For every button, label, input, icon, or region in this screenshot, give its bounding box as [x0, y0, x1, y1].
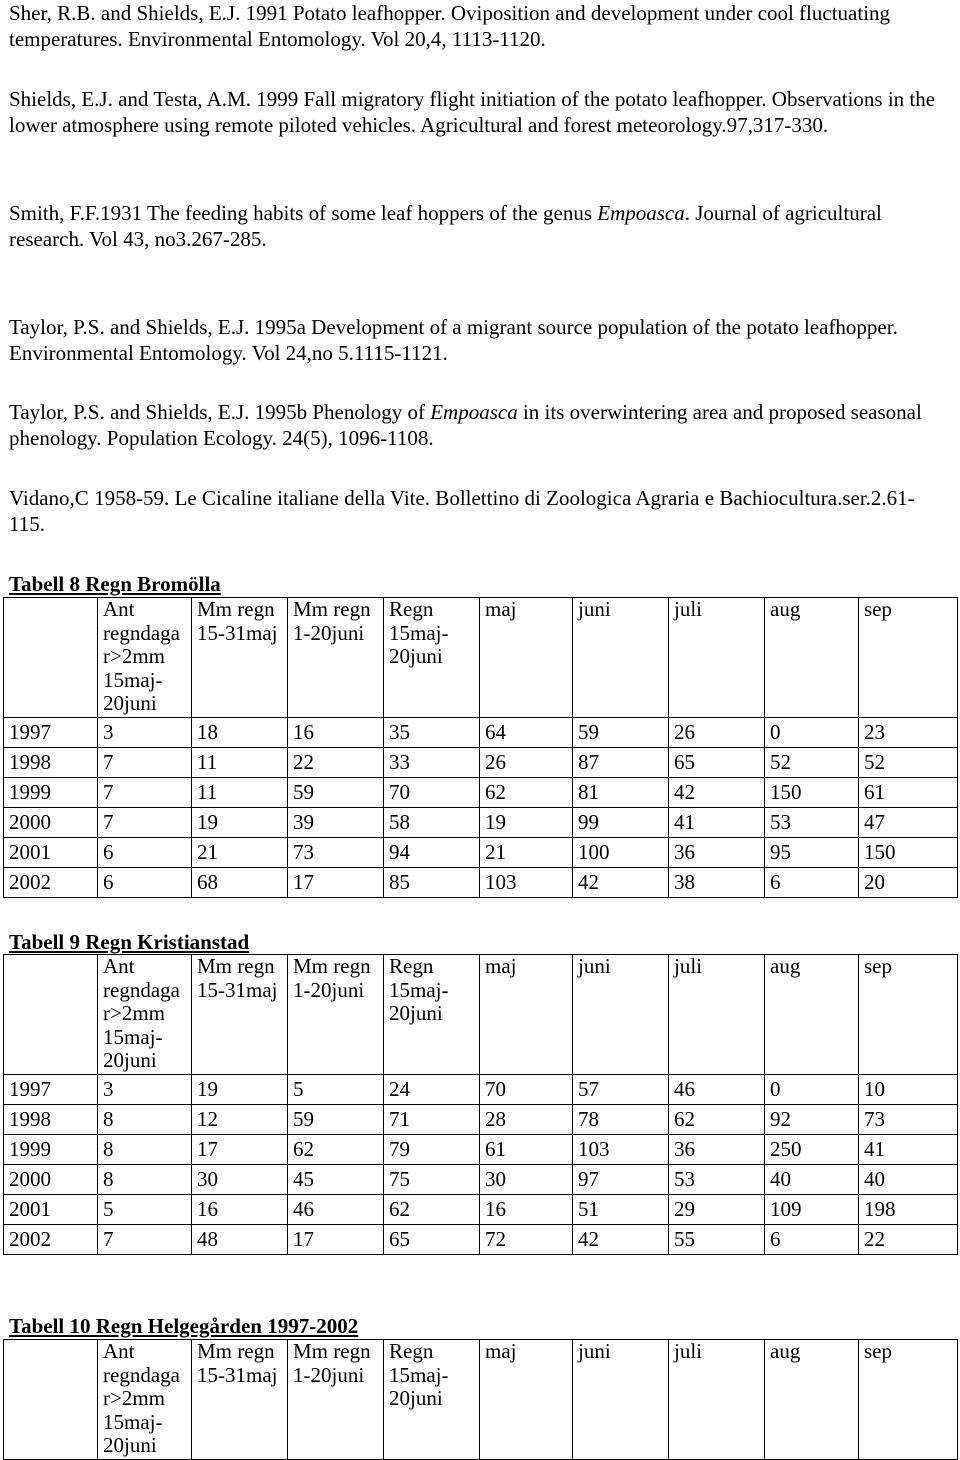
table-row [4, 1225, 958, 1255]
value-cell: 47 [859, 808, 958, 838]
year-cell: 1997 [4, 1075, 98, 1105]
table-row [4, 838, 958, 868]
value-cell: 28 [480, 1105, 573, 1135]
value-cell: 17 [192, 1135, 288, 1165]
reference-taylor-1995b: Taylor, P.S. and Shields, E.J. 1995b Phenology of Empoasca in its overwintering area and proposed seasonal phenology. Population Ecology. 24(5), 1096-1108. [9, 400, 922, 450]
value-cell: 61 [859, 778, 958, 808]
header-cell: Mm regn 1-20juni [288, 1340, 384, 1460]
value-cell: 24 [384, 1075, 480, 1105]
value-cell: 53 [765, 808, 859, 838]
value-cell: 17 [288, 1225, 384, 1255]
value-cell: 3 [98, 718, 192, 748]
value-cell: 57 [573, 1075, 669, 1105]
value-cell: 7 [98, 808, 192, 838]
value-cell: 6 [98, 868, 192, 898]
value-cell: 36 [669, 1135, 765, 1165]
value-cell: 45 [288, 1165, 384, 1195]
header-cell: Ant regndaga r>2mm 15maj-20juni [98, 955, 192, 1075]
value-cell: 30 [192, 1165, 288, 1195]
value-cell: 250 [765, 1135, 859, 1165]
value-cell: 19 [192, 1075, 288, 1105]
value-cell: 0 [765, 1075, 859, 1105]
value-cell: 22 [859, 1225, 958, 1255]
value-cell: 100 [573, 838, 669, 868]
table-9-header-row [4, 955, 958, 1075]
header-cell: Ant regndaga r>2mm 15maj-20juni [98, 1340, 192, 1460]
header-cell: Regn 15maj-20juni [384, 955, 480, 1075]
table-10-title: Tabell 10 Regn Helgegården 1997-2002 [9, 1314, 359, 1338]
value-cell: 40 [765, 1165, 859, 1195]
value-cell: 35 [384, 718, 480, 748]
value-cell: 53 [669, 1165, 765, 1195]
table-row [4, 808, 958, 838]
value-cell: 16 [480, 1195, 573, 1225]
value-cell: 73 [288, 838, 384, 868]
year-cell: 1997 [4, 718, 98, 748]
year-cell: 2002 [4, 1225, 98, 1255]
year-cell: 2000 [4, 808, 98, 838]
header-cell: juli [669, 1340, 765, 1460]
table-9-title: Tabell 9 Regn Kristianstad [9, 930, 250, 954]
table-8-header-row [4, 598, 958, 718]
value-cell: 41 [859, 1135, 958, 1165]
value-cell: 40 [859, 1165, 958, 1195]
value-cell: 61 [480, 1135, 573, 1165]
value-cell: 8 [98, 1165, 192, 1195]
value-cell: 39 [288, 808, 384, 838]
value-cell: 92 [765, 1105, 859, 1135]
table-row [4, 748, 958, 778]
value-cell: 62 [384, 1195, 480, 1225]
value-cell: 18 [192, 718, 288, 748]
header-cell [4, 1340, 98, 1460]
value-cell: 38 [669, 868, 765, 898]
value-cell: 16 [192, 1195, 288, 1225]
header-cell: Mm regn 1-20juni [288, 955, 384, 1075]
value-cell: 46 [669, 1075, 765, 1105]
value-cell: 81 [573, 778, 669, 808]
value-cell: 6 [98, 838, 192, 868]
value-cell: 75 [384, 1165, 480, 1195]
value-cell: 59 [573, 718, 669, 748]
table-row [4, 868, 958, 898]
value-cell: 42 [573, 868, 669, 898]
table-row [4, 1075, 958, 1105]
header-cell: Mm regn 15-31maj [192, 598, 288, 718]
table-8-title: Tabell 8 Regn Bromölla [9, 572, 221, 596]
table-9 [3, 954, 958, 1255]
header-cell: maj [480, 955, 573, 1075]
value-cell: 20 [859, 868, 958, 898]
table-10-header-row [4, 1340, 958, 1460]
header-cell: aug [765, 598, 859, 718]
value-cell: 62 [480, 778, 573, 808]
value-cell: 52 [859, 748, 958, 778]
value-cell: 42 [669, 778, 765, 808]
value-cell: 7 [98, 1225, 192, 1255]
header-cell: Ant regndaga r>2mm 15maj-20juni [98, 598, 192, 718]
value-cell: 16 [288, 718, 384, 748]
year-cell: 2001 [4, 838, 98, 868]
value-cell: 95 [765, 838, 859, 868]
value-cell: 5 [98, 1195, 192, 1225]
header-cell: maj [480, 1340, 573, 1460]
value-cell: 59 [288, 1105, 384, 1135]
value-cell: 22 [288, 748, 384, 778]
value-cell: 62 [669, 1105, 765, 1135]
header-cell: juli [669, 955, 765, 1075]
header-cell: sep [859, 955, 958, 1075]
header-cell: sep [859, 1340, 958, 1460]
value-cell: 70 [480, 1075, 573, 1105]
year-cell: 1998 [4, 748, 98, 778]
value-cell: 51 [573, 1195, 669, 1225]
value-cell: 58 [384, 808, 480, 838]
value-cell: 150 [765, 778, 859, 808]
value-cell: 150 [859, 838, 958, 868]
reference-vidano-1958: Vidano,C 1958-59. Le Cicaline italiane della Vite. Bollettino di Zoologica Agraria e Bachiocultura.ser.2.61-115. [9, 486, 915, 536]
value-cell: 7 [98, 748, 192, 778]
header-cell: aug [765, 955, 859, 1075]
value-cell: 99 [573, 808, 669, 838]
value-cell: 64 [480, 718, 573, 748]
header-cell [4, 598, 98, 718]
value-cell: 70 [384, 778, 480, 808]
value-cell: 11 [192, 778, 288, 808]
value-cell: 26 [669, 718, 765, 748]
table-row [4, 718, 958, 748]
value-cell: 3 [98, 1075, 192, 1105]
table-row [4, 1105, 958, 1135]
header-cell: Regn 15maj-20juni [384, 1340, 480, 1460]
value-cell: 87 [573, 748, 669, 778]
header-cell: juni [573, 598, 669, 718]
value-cell: 48 [192, 1225, 288, 1255]
value-cell: 72 [480, 1225, 573, 1255]
value-cell: 12 [192, 1105, 288, 1135]
value-cell: 8 [98, 1105, 192, 1135]
header-cell: maj [480, 598, 573, 718]
header-cell: juni [573, 1340, 669, 1460]
table-row [4, 778, 958, 808]
table-10 [3, 1339, 958, 1460]
value-cell: 109 [765, 1195, 859, 1225]
value-cell: 78 [573, 1105, 669, 1135]
header-cell: Mm regn 1-20juni [288, 598, 384, 718]
value-cell: 85 [384, 868, 480, 898]
value-cell: 52 [765, 748, 859, 778]
value-cell: 42 [573, 1225, 669, 1255]
value-cell: 23 [859, 718, 958, 748]
header-cell: juli [669, 598, 765, 718]
value-cell: 79 [384, 1135, 480, 1165]
year-cell: 2000 [4, 1165, 98, 1195]
header-cell: Mm regn 15-31maj [192, 955, 288, 1075]
value-cell: 11 [192, 748, 288, 778]
table-row [4, 1195, 958, 1225]
value-cell: 36 [669, 838, 765, 868]
value-cell: 33 [384, 748, 480, 778]
value-cell: 73 [859, 1105, 958, 1135]
value-cell: 62 [288, 1135, 384, 1165]
value-cell: 198 [859, 1195, 958, 1225]
value-cell: 29 [669, 1195, 765, 1225]
value-cell: 17 [288, 868, 384, 898]
header-cell: sep [859, 598, 958, 718]
value-cell: 65 [669, 748, 765, 778]
value-cell: 10 [859, 1075, 958, 1105]
year-cell: 1999 [4, 1135, 98, 1165]
value-cell: 6 [765, 868, 859, 898]
value-cell: 55 [669, 1225, 765, 1255]
value-cell: 68 [192, 868, 288, 898]
value-cell: 0 [765, 718, 859, 748]
value-cell: 19 [192, 808, 288, 838]
header-cell: Regn 15maj-20juni [384, 598, 480, 718]
value-cell: 6 [765, 1225, 859, 1255]
value-cell: 21 [192, 838, 288, 868]
value-cell: 21 [480, 838, 573, 868]
value-cell: 30 [480, 1165, 573, 1195]
year-cell: 2001 [4, 1195, 98, 1225]
header-cell: juni [573, 955, 669, 1075]
reference-shields-1999: Shields, E.J. and Testa, A.M. 1999 Fall migratory flight initiation of the potato leafhopper. Observations in the lower atmosphere using remote piloted vehicles. Agricultural and forest meteorology.97,317-330. [9, 87, 936, 137]
value-cell: 103 [480, 868, 573, 898]
reference-taylor-1995a: Taylor, P.S. and Shields, E.J. 1995a Development of a migrant source population of the potato leafhopper. Environmental Entomology. Vol 24,no 5.1115-1121. [9, 315, 898, 365]
value-cell: 19 [480, 808, 573, 838]
value-cell: 26 [480, 748, 573, 778]
year-cell: 2002 [4, 868, 98, 898]
value-cell: 97 [573, 1165, 669, 1195]
value-cell: 71 [384, 1105, 480, 1135]
year-cell: 1998 [4, 1105, 98, 1135]
table-row [4, 1135, 958, 1165]
year-cell: 1999 [4, 778, 98, 808]
header-cell [4, 955, 98, 1075]
header-cell: Mm regn 15-31maj [192, 1340, 288, 1460]
value-cell: 7 [98, 778, 192, 808]
value-cell: 41 [669, 808, 765, 838]
reference-smith-1931: Smith, F.F.1931 The feeding habits of some leaf hoppers of the genus Empoasca. Journal of agricultural research. Vol 43, no3.267-285. [9, 201, 882, 251]
header-cell: aug [765, 1340, 859, 1460]
value-cell: 8 [98, 1135, 192, 1165]
value-cell: 46 [288, 1195, 384, 1225]
reference-sher-1991: Sher, R.B. and Shields, E.J. 1991 Potato leafhopper. Oviposition and development under cool fluctuating temperatures. Environmental Entomology. Vol 20,4, 1113-1120. [9, 1, 891, 51]
value-cell: 5 [288, 1075, 384, 1105]
value-cell: 103 [573, 1135, 669, 1165]
table-8 [3, 597, 958, 898]
table-row [4, 1165, 958, 1195]
value-cell: 65 [384, 1225, 480, 1255]
value-cell: 94 [384, 838, 480, 868]
value-cell: 59 [288, 778, 384, 808]
